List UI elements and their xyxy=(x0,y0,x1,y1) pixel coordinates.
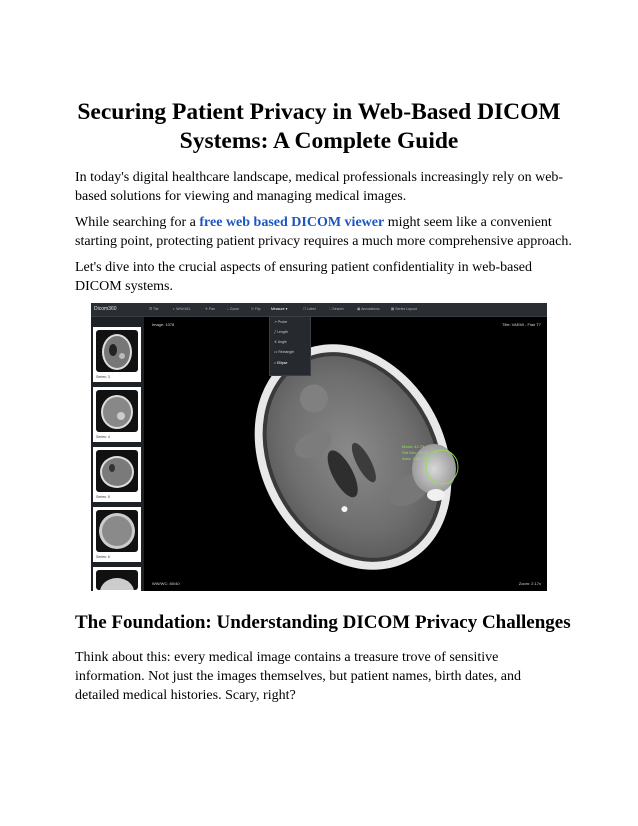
menu-item-rectangle[interactable]: ▭ Rectangle xyxy=(274,350,295,354)
series-title-overlay: Title: VAEMI - Flair T7 xyxy=(502,322,541,327)
thumbnail-label: Series: 3 xyxy=(96,375,110,379)
search-paragraph xyxy=(75,213,575,251)
annotation-mean: Mean: 42.75 xyxy=(402,444,425,449)
series-thumbnail[interactable] xyxy=(93,447,141,502)
search-paragraph-before: While searching for a xyxy=(75,215,200,230)
title-line-2: Systems: A Complete Guide xyxy=(179,128,459,154)
section-paragraph: Think about this: every medical image contains a treasure trove of sensitive information. Not just the images themselves, but patient names, birth dates, and detailed medical histories. Scary, right? xyxy=(75,650,521,703)
tool-pan[interactable]: ✛ Pan xyxy=(205,307,216,311)
series-thumbnail-panel xyxy=(91,317,144,591)
free-dicom-viewer-link[interactable]: free web based DICOM viewer xyxy=(199,215,385,230)
tool-measure[interactable]: Measure ▾ xyxy=(271,307,288,311)
brain-thumbnail-image xyxy=(96,390,138,432)
image-number-overlay: Image: 1078 xyxy=(152,322,175,327)
tool-window-level[interactable]: ◐ W/W,W/L xyxy=(173,307,191,311)
annotation-stddev: Std Dev: 18.25 xyxy=(402,450,429,455)
series-thumbnail[interactable] xyxy=(93,507,141,562)
tool-label[interactable]: ☐ Label xyxy=(303,307,316,311)
series-thumbnail[interactable] xyxy=(93,327,141,382)
ct-brain-scan xyxy=(146,317,547,591)
thumbnail-label: Series: 4 xyxy=(96,435,110,439)
menu-item-probe[interactable]: ↗ Probe xyxy=(274,320,288,324)
intro-paragraph: In today's digital healthcare landscape, medical professionals increasingly rely on web-based solutions for viewing and managing medical images. xyxy=(75,170,564,204)
brain-thumbnail-image xyxy=(96,450,138,492)
tool-zoom[interactable]: ⌕ Zoom xyxy=(227,307,239,311)
viewer-toolbar xyxy=(91,303,547,317)
menu-item-length[interactable]: ╱ Length xyxy=(274,330,288,334)
measure-dropdown-menu xyxy=(269,316,311,376)
thumbnail-label: Series: 6 xyxy=(96,555,110,559)
title-line-1: Securing Patient Privacy in Web-Based DICOM xyxy=(77,99,561,125)
tool-search[interactable]: ⛶ Search xyxy=(329,307,344,311)
tool-series-layout[interactable]: ▦ Series Layout xyxy=(391,307,417,311)
article-title xyxy=(40,98,598,156)
image-viewport[interactable] xyxy=(146,317,547,591)
skull-thumbnail-image xyxy=(96,570,138,590)
dicom-viewer-screenshot xyxy=(91,303,547,591)
search-paragraph-after: might seem like a convenient starting point, protecting patient privacy requires a much more comprehensive approach. xyxy=(75,215,572,249)
series-thumbnail-partial[interactable] xyxy=(93,567,141,591)
section-heading: The Foundation: Understanding DICOM Privacy Challenges xyxy=(75,612,571,633)
series-thumbnail[interactable] xyxy=(93,387,141,442)
dive-paragraph: Let's dive into the crucial aspects of ensuring patient confidentiality in web-based DICOM systems. xyxy=(75,260,532,294)
menu-item-angle[interactable]: ∢ Angle xyxy=(274,340,287,344)
tool-annotations[interactable]: ▣ Annotations xyxy=(357,307,380,311)
tool-flip[interactable]: ↻ Flip xyxy=(251,307,261,311)
menu-item-ellipse[interactable]: ○ Ellipse xyxy=(274,361,288,365)
window-level-overlay: WW/WC: 80/40 xyxy=(152,581,180,586)
annotation-area: Area: 2.84 cm² xyxy=(402,456,429,461)
viewer-brand: Dicom360 xyxy=(94,306,117,312)
skull-thumbnail-image xyxy=(96,510,138,552)
brain-thumbnail-image xyxy=(96,330,138,372)
thumbnail-label: Series: 5 xyxy=(96,495,110,499)
zoom-overlay: Zoom: 2.17x xyxy=(518,581,541,586)
tool-tile[interactable]: ☰ Tile xyxy=(149,307,159,311)
